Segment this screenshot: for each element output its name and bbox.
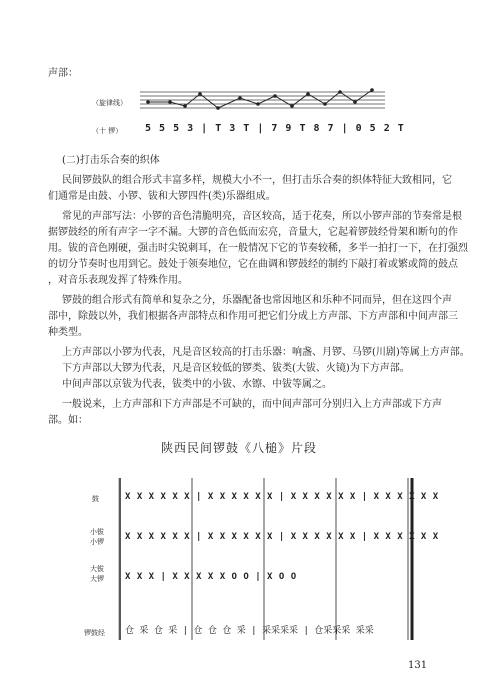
paragraph-line: ，对音乐表现发挥了特殊作用。 <box>48 275 188 286</box>
score-row-label: 小钹 小锣 <box>90 528 104 546</box>
score-title: 陕西民间锣鼓《八槌》片段 <box>160 441 317 455</box>
paragraph-line: 的切分节奏时也用到它。鼓处于领奏地位，它在曲调和锣鼓经的制约下敲打着或繁或简的鼓点 <box>48 259 458 270</box>
page-number: 131 <box>408 660 428 671</box>
score-row-notes: X X X | X X X X X O O | X O O <box>125 572 297 582</box>
score-row-label: 锣鼓经 <box>84 629 105 637</box>
paragraph-line: 们通常是由鼓、小锣、钹和大锣四件(类)乐器组成。 <box>48 191 276 202</box>
paragraph-line: 锣鼓的组合形式有简单和复杂之分，乐器配备也常因地区和乐种不同而异，但在这四个声 <box>62 295 452 306</box>
paragraph-line: 中间声部以京钹为代表，钹类中的小钹、水镲、中钹等属之。 <box>62 379 332 390</box>
paragraph-line: 种类型。 <box>48 327 88 338</box>
section-label: 声部： <box>48 68 78 79</box>
score-row-notes: 仓 采 仓 采 | 仓 仓 仓 采 | 采采采采 | 仓采采采 采采 <box>125 626 374 636</box>
paragraph-line: 用。钹的音色刚硬，强击时尖锐刺耳，在一般情况下它的节奏较稀，多半一拍打一下，在打强烈 <box>48 243 468 254</box>
paragraph-line: 部。如： <box>48 415 88 426</box>
rhythm-notes: 5 5 5 3 | T 3 T | 7 9 T 8 7 | 0 5 2 T <box>145 123 405 134</box>
score-row-notes: X X X X X X | X X X X X X | X X X X X X | X X X X X X <box>125 492 439 502</box>
paragraph-line: 下方声部以大锣为代表，凡是音区较低的锣类、钹类(大钹、火镜)为下方声部。 <box>62 363 410 374</box>
paragraph-line: 民间锣鼓队的组合形式丰富多样，规模大小不一，但打击乐合奏的织体特征大致相同，它 <box>62 175 452 186</box>
score-row-label: 鼓 <box>92 495 99 503</box>
melody-staff <box>140 82 390 122</box>
paragraph-line: 一般说来，上方声部和下方声部是不可缺的，而中间声部可分别归入上方声部或下方声 <box>62 399 442 410</box>
score-row-label: 大钹 大锣 <box>90 565 104 583</box>
section-heading: (二)打击乐合奏的织体 <box>62 155 160 166</box>
rhythm-label: （十 锣） <box>92 127 123 135</box>
paragraph-line: 部中，除鼓以外，我们根据各声部特点和作用可把它们分成上方声部、下方声部和中间声部三 <box>48 311 458 322</box>
score-row-notes: X X X X X X | X X X X X X | X X X X X X | X X X X X X <box>125 532 439 542</box>
paragraph-line: 常见的声部写法：小锣的音色清脆明亮，音区较高，适于花奏，所以小锣声部的节奏常是根 <box>62 211 462 222</box>
paragraph-line: 上方声部以小锣为代表，凡是音区较高的打击乐器：响盏、月锣、马锣(川剧)等属上方声部。 <box>62 347 470 358</box>
staff-label: （旋律线） <box>92 99 127 107</box>
paragraph-line: 据锣鼓经的所有声字一字不漏。大锣的音色低而宏亮，音量大，它起着锣鼓经骨架和断句的作 <box>48 227 458 238</box>
